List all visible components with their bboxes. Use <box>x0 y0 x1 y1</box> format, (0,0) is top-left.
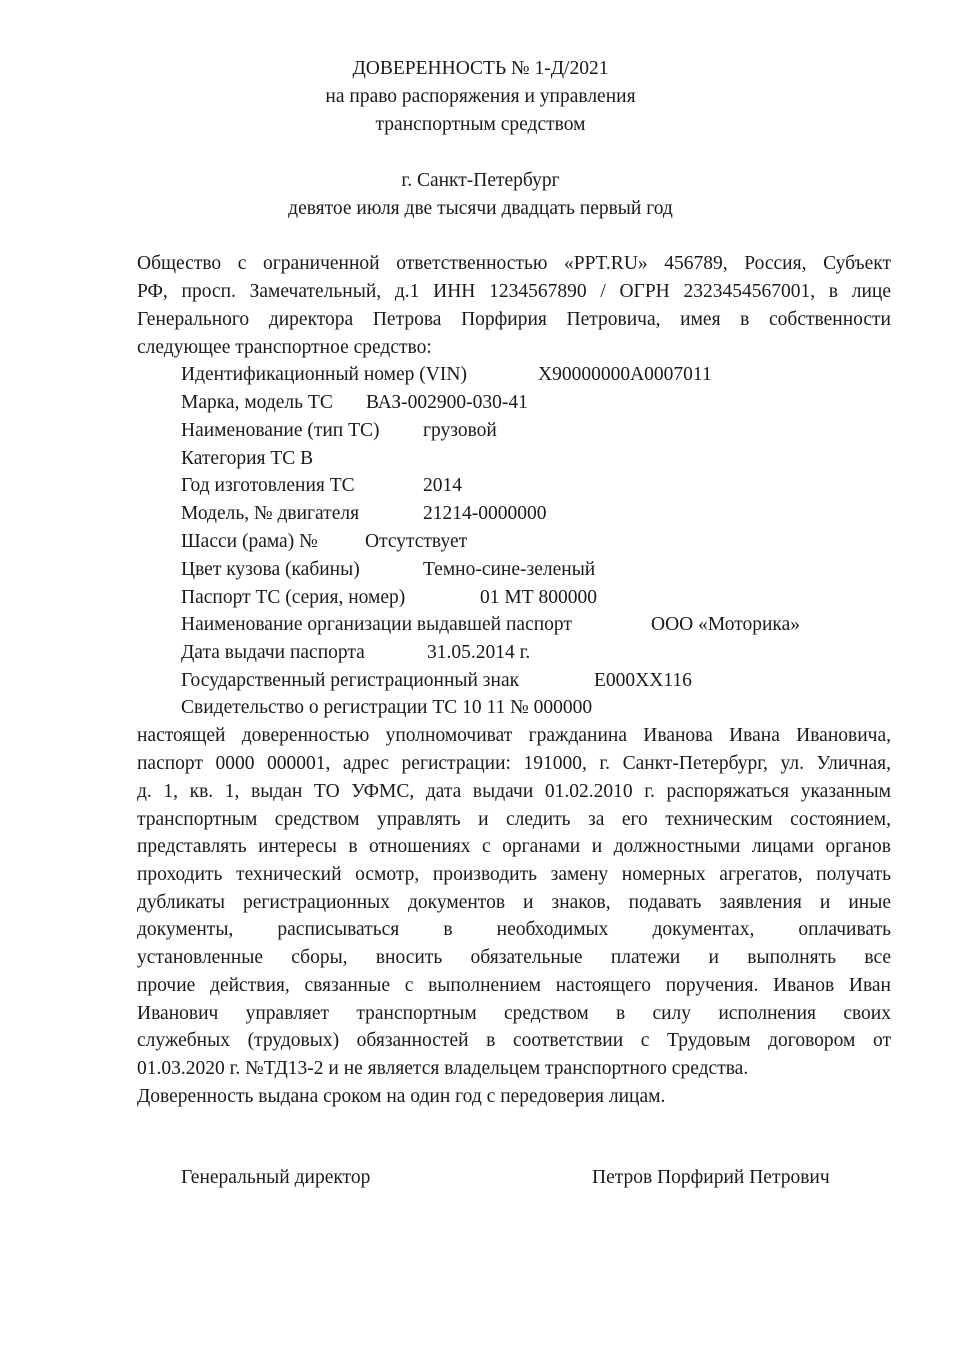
field-value: ВАЗ-002900-030-41 <box>366 392 528 413</box>
body-line: Иванович управляет транспортным средством в силу исполнения своих <box>137 1003 891 1024</box>
field-value: Е000ХХ116 <box>594 670 692 691</box>
intro-line: следующее транспортное средство: <box>137 337 432 358</box>
field-value: грузовой <box>423 420 497 441</box>
body-line: установленные сборы, вносить обязательные платежи и выполнять все <box>137 947 891 968</box>
intro-line: Общество с ограниченной ответственностью «PPT.RU» 456789, Россия, Субъект <box>137 253 891 274</box>
place-of-issue: г. Санкт-Петербург <box>401 170 560 191</box>
field-label: Государственный регистрационный знак <box>181 670 520 691</box>
body-line: настоящей доверенностью уполномочиват гражданина Иванова Ивана Ивановича, <box>137 725 891 746</box>
field-value: 21214-0000000 <box>423 503 547 524</box>
field-label: Свидетельство о регистрации ТС 10 11 № 000000 <box>181 697 593 718</box>
body-line: представлять интересы в отношениях с органами и должностными лицами органов <box>137 836 891 857</box>
field-label: Марка, модель ТС <box>181 392 333 413</box>
body-line: прочие действия, связанные с выполнением настоящего поручения. Иванов Иван <box>137 975 891 996</box>
field-label: Идентификационный номер (VIN) <box>181 364 467 385</box>
body-line: документы, расписываться в необходимых документах, оплачивать <box>137 919 891 940</box>
body-line: дубликаты регистрационных документов и знаков, подавать заявления и иные <box>137 892 891 913</box>
field-label: Цвет кузова (кабины) <box>181 559 360 580</box>
body-line: проходить технический осмотр, производить замену номерных агрегатов, получать <box>137 864 891 885</box>
field-value: Темно-сине-зеленый <box>423 559 596 580</box>
intro-line: РФ, просп. Замечательный, д.1 ИНН 1234567890 / ОГРН 2323454567001, в лице <box>137 281 891 302</box>
field-value: 01 МТ 800000 <box>480 587 597 608</box>
field-label: Шасси (рама) № <box>181 531 318 552</box>
validity-statement: Доверенность выдана сроком на один год с передоверия лицам. <box>137 1086 666 1107</box>
field-label: Паспорт ТС (серия, номер) <box>181 587 406 608</box>
field-value: 2014 <box>423 475 462 496</box>
field-value: X90000000A0007011 <box>538 364 712 385</box>
field-value: ООО «Моторика» <box>651 614 801 635</box>
body-line: 01.03.2020 г. №ТД13-2 и не является владельцем транспортного средства. <box>137 1058 749 1079</box>
document-subtitle: транспортным средством <box>375 114 586 135</box>
field-label: Год изготовления ТС <box>181 475 355 496</box>
field-label: Модель, № двигателя <box>181 503 360 524</box>
document-subtitle: на право распоряжения и управления <box>325 86 636 107</box>
body-line: служебных (трудовых) обязанностей в соответствии с Трудовым договором от <box>137 1030 891 1051</box>
date-of-issue: девятое июля две тысячи двадцать первый год <box>288 198 673 219</box>
field-label: Наименование (тип ТС) <box>181 420 380 441</box>
field-label: Категория ТС B <box>181 448 314 469</box>
document-title: ДОВЕРЕННОСТЬ № 1-Д/2021 <box>352 58 609 79</box>
signatory-name: Петров Порфирий Петрович <box>592 1167 830 1188</box>
body-line: паспорт 0000 000001, адрес регистрации: 191000, г. Санкт-Петербург, ул. Уличная, <box>137 753 891 774</box>
field-label: Дата выдачи паспорта <box>181 642 365 663</box>
body-line: д. 1, кв. 1, выдан ТО УФМС, дата выдачи 01.02.2010 г. распоряжаться указанным <box>137 781 891 802</box>
field-value: 31.05.2014 г. <box>427 642 531 663</box>
intro-line: Генерального директора Петрова Порфирия Петровича, имея в собственности <box>137 309 891 330</box>
signatory-position: Генеральный директор <box>181 1167 371 1188</box>
field-label: Наименование организации выдавшей паспорт <box>181 614 572 635</box>
field-value: Отсутствует <box>365 531 468 552</box>
body-line: транспортным средством управлять и следить за его техническим состоянием, <box>137 809 891 830</box>
